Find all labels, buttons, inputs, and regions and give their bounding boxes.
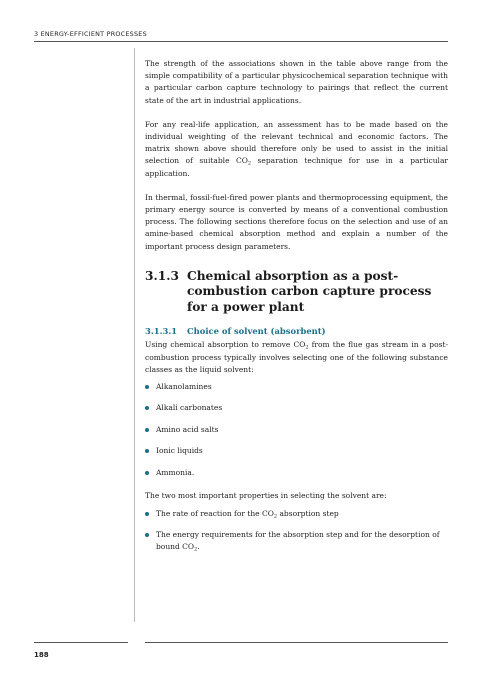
list-item-text: Ionic liquids (156, 446, 203, 456)
bullet-icon (145, 512, 149, 516)
list-item-text: Ammonia. (156, 467, 195, 477)
list-item (145, 445, 448, 457)
bullet-icon (145, 428, 149, 432)
margin-rule (134, 48, 135, 622)
subsection-number: 3.1.3.1 (145, 326, 178, 337)
section-heading (145, 269, 448, 316)
footer-rule-right (145, 642, 448, 643)
list-item-text: Alkanolamines (156, 381, 212, 391)
section-title: Chemical absorption as a post-combustion carbon capture process for a power plant (187, 268, 432, 314)
paragraph-4-text-a: Using chemical absorption to remove CO (145, 340, 306, 350)
section-number: 3.1.3 (145, 268, 179, 283)
co2-subscript: 2 (273, 513, 278, 520)
co2-subscript: 2 (194, 546, 198, 553)
bullet-icon (145, 449, 149, 453)
running-header: 3 ENERGY-EFFICIENT PROCESSES (34, 30, 147, 38)
solvent-list (145, 381, 448, 479)
co2-subscript: 2 (305, 344, 309, 351)
paragraph-4 (145, 339, 448, 376)
co2-subscript: 2 (247, 160, 252, 167)
property-list (145, 508, 448, 553)
list-item (145, 402, 448, 414)
property-1-text-a: The rate of reaction for the CO (156, 508, 274, 518)
paragraph-2-text-b: separation technique for use in a particular application. (145, 156, 448, 178)
bullet-icon (145, 471, 149, 475)
list-item (145, 424, 448, 436)
subsection-title: Choice of solvent (absorbent) (187, 326, 326, 337)
footer-rule-left (34, 642, 128, 643)
list-item (145, 529, 448, 552)
page-number: 188 (34, 651, 49, 659)
subsection-heading (145, 325, 448, 337)
bullet-icon (145, 533, 149, 537)
list-item (145, 381, 448, 393)
list-item-text: Alkali carbonates (156, 403, 223, 413)
bullet-icon (145, 385, 149, 389)
main-content (145, 58, 448, 564)
paragraph-5: The two most important properties in selecting the solvent are: (145, 491, 387, 501)
paragraph-4-text-b: from the flue gas stream in a post-combustion process typically involves selecting one of the following substance classes as the liquid solvent: (145, 340, 448, 374)
paragraph-1: The strength of the associations shown in the table above range from the simple compatibility of a particular physicochemical separation technique with a particular carbon capture technology to pairings that reflect the current state of the art in industrial applications. (145, 59, 448, 105)
header-rule (34, 41, 448, 42)
property-2-text-b: . (197, 541, 200, 551)
paragraph-2 (145, 119, 448, 180)
paragraph-3: In thermal, fossil-fuel-fired power plants and thermoprocessing equipment, the primary energy source is converted by means of a conventional combustion process. The following sections therefore focus on the selection and use of an amine-based chemical absorption method and explain a number of the important process design parameters. (145, 192, 448, 251)
list-item (145, 467, 448, 479)
list-item (145, 508, 448, 520)
list-item-text: Amino acid salts (156, 424, 219, 434)
property-2-text-a: The energy requirements for the absorption step and for the desorption of bound CO (156, 530, 440, 551)
property-1-text-b: absorption step (277, 508, 339, 518)
bullet-icon (145, 406, 149, 410)
paragraph-2-text-a: For any real-life application, an assessment has to be made based on the individual weighting of the relevant technical and economic factors. The matrix shown above should therefore only be used to assist in the initial selection of suitable CO (145, 119, 448, 166)
